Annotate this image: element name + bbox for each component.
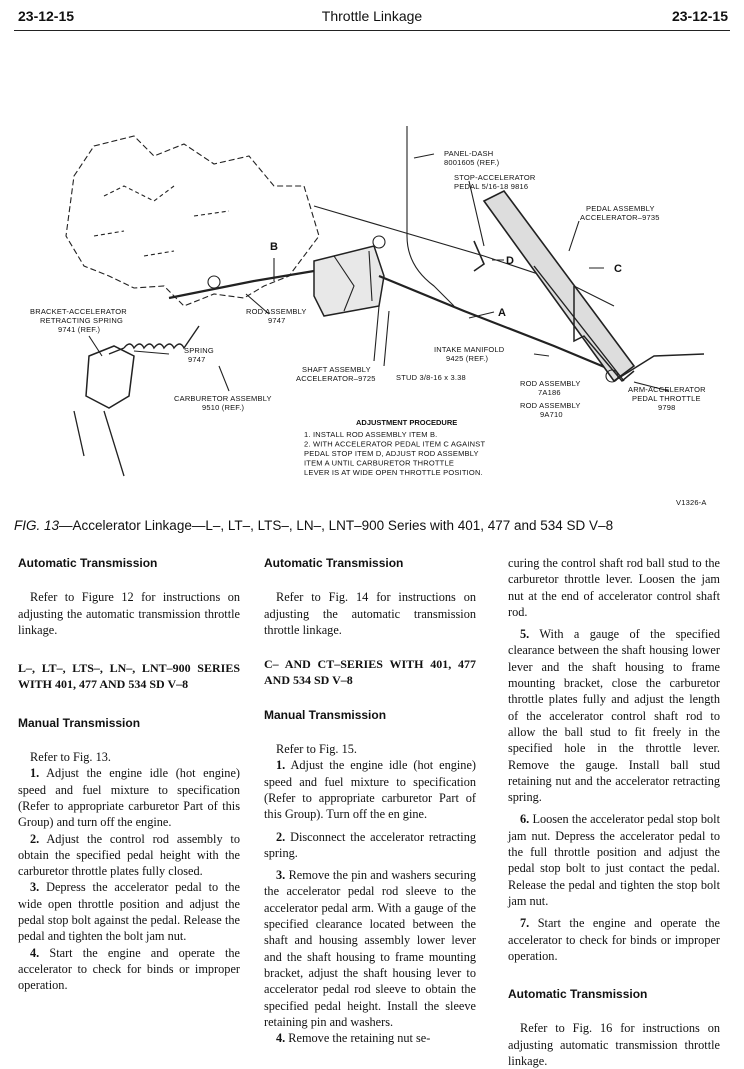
letter-a: A bbox=[498, 307, 506, 319]
label-panel-dash: PANEL-DASH bbox=[444, 149, 494, 158]
col2-step-1 bbox=[264, 757, 476, 822]
col3-step-5 bbox=[508, 626, 720, 805]
linkage-figure bbox=[14, 36, 730, 514]
col1-step-3 bbox=[18, 879, 240, 944]
column-1 bbox=[18, 555, 240, 994]
adjustment-line: ITEM A UNTIL CARBURETOR THROTTLE bbox=[304, 458, 455, 468]
label-arm-2: PEDAL THROTTLE bbox=[632, 394, 701, 403]
col1-step-1 bbox=[18, 765, 240, 830]
label-rod-2: ROD ASSEMBLY bbox=[520, 379, 581, 388]
page-title: Throttle Linkage bbox=[321, 8, 423, 24]
label-bracket-3: 9741 (REF.) bbox=[58, 325, 101, 334]
col2-step-1-num: 1. bbox=[276, 758, 286, 773]
col2-para-1: Refer to Fig. 14 for instructions on adjusting the automatic transmission throttle linkage. bbox=[264, 590, 476, 637]
label-bracket-2: RETRACTING SPRING bbox=[40, 316, 123, 325]
col2-step-3 bbox=[264, 867, 476, 1030]
adjustment-line: LEVER IS AT WIDE OPEN THROTTLE POSITION. bbox=[304, 468, 483, 477]
label-bracket: BRACKET-ACCELERATOR bbox=[30, 307, 127, 316]
col2-step-4-num: 4. bbox=[276, 1031, 286, 1046]
letter-d: D bbox=[506, 255, 514, 267]
adjustment-line: 1. INSTALL ROD ASSEMBLY ITEM B. bbox=[304, 430, 438, 439]
col1-step-2 bbox=[18, 831, 240, 880]
label-rod-assembly-num: 9747 bbox=[268, 316, 286, 325]
col2-step-4 bbox=[264, 1030, 476, 1046]
label-rod-3: ROD ASSEMBLY bbox=[520, 401, 581, 410]
col1-step-3-text: Depress the accelerator pedal to the wide open throttle position and adjust the pedal stop bolt against the pedal. Release the pedal and tighten the bolt jam nut. bbox=[18, 880, 240, 944]
col2-heading-auto: Automatic Transmission bbox=[264, 556, 404, 570]
linkage-diagram bbox=[14, 36, 730, 514]
col1-step-2-num: 2. bbox=[30, 831, 40, 846]
engine-outline bbox=[66, 136, 319, 306]
shaft-assembly bbox=[314, 246, 384, 316]
label-intake-num: 9425 (REF.) bbox=[446, 354, 489, 363]
label-panel-dash-num: 8001605 (REF.) bbox=[444, 158, 500, 167]
figure-caption bbox=[14, 518, 730, 533]
col1-heading-series: L–, LT–, LTS–, LN–, LNT–900 SERIES WITH 401, 477 AND 534 SD V–8 bbox=[18, 661, 240, 692]
col1-step-4 bbox=[18, 945, 240, 994]
adjustment-lines bbox=[304, 430, 485, 477]
column-2 bbox=[264, 555, 476, 1046]
col3-para-0: curing the control shaft rod ball stud to the carburetor throttle lever. Loosen the jam nut at the end of accelerator control shaft rod. bbox=[508, 556, 720, 619]
label-pedal-assembly: PEDAL ASSEMBLY bbox=[586, 204, 655, 213]
col2-para-2: Refer to Fig. 15. bbox=[276, 742, 357, 757]
col1-para-2: Refer to Fig. 13. bbox=[30, 750, 111, 765]
col2-step-3-num: 3. bbox=[276, 868, 286, 883]
label-shaft-num: ACCELERATOR–9725 bbox=[296, 374, 376, 383]
page-number-right: 23-12-15 bbox=[671, 8, 728, 24]
label-carb: CARBURETOR ASSEMBLY bbox=[174, 394, 272, 403]
col3-step-6 bbox=[508, 811, 720, 909]
col2-step-4-text: Remove the retaining nut se- bbox=[285, 1031, 431, 1046]
col2-step-2-text: Disconnect the accelerator retracting spring. bbox=[264, 829, 476, 860]
col1-heading-auto: Automatic Transmission bbox=[18, 556, 158, 570]
col3-step-6-num: 6. bbox=[520, 812, 530, 827]
label-stop-accelerator: STOP-ACCELERATOR bbox=[454, 173, 536, 182]
label-rod-3-num: 9A710 bbox=[540, 410, 563, 419]
letter-c: C bbox=[614, 263, 622, 275]
col3-step-7-num: 7. bbox=[520, 916, 530, 931]
col1-step-4-num: 4. bbox=[30, 945, 40, 960]
col3-para-1: Refer to Fig. 16 for instructions on adjusting automatic transmission throttle linkage. bbox=[508, 1021, 720, 1069]
col1-para-1: Refer to Figure 12 for instructions on adjusting the automatic transmission throttle linkage. bbox=[18, 590, 240, 637]
col2-step-3-text: Remove the pin and washers securing the accelerator pedal rod sleeve to the accelerator pedal arm. With a gauge of the specified clearance located between the shaft and housing assembly lower lever and the shaft housing to frame mounting bracket, adjust the shaft housing lever to accelerator pedal rod sleeve to obtain the specified pedal height. Install the sleeve retaining pin and washers. bbox=[264, 868, 476, 1029]
figure-id: V1326-A bbox=[676, 498, 707, 507]
adjustment-line: 2. WITH ACCELERATOR PEDAL ITEM C AGAINST bbox=[304, 439, 486, 449]
col1-step-2-text: Adjust the control rod assembly to obtain the specified pedal height with the carburetor throttle plates fully closed. bbox=[18, 831, 240, 879]
col1-step-1-num: 1. bbox=[30, 766, 40, 781]
col3-heading-auto: Automatic Transmission bbox=[508, 987, 648, 1002]
adjustment-line: PEDAL STOP ITEM D, ADJUST ROD ASSEMBLY bbox=[304, 449, 479, 458]
label-spring: SPRING bbox=[184, 346, 214, 355]
label-stop-accelerator-num: PEDAL 5/16-18 9816 bbox=[454, 182, 529, 191]
col2-step-2 bbox=[264, 829, 476, 862]
label-shaft: SHAFT ASSEMBLY bbox=[302, 365, 371, 374]
col3-step-5-num: 5. bbox=[520, 627, 530, 642]
label-rod-2-num: 7A186 bbox=[538, 388, 561, 397]
col3-step-5-text: With a gauge of the specified clearance between the shaft housing lower lever and the shaft housing to frame mounting bracket, close the carburetor throttle plates fully and adjust the length of the accelerator control shaft rod to allow the ball stud to fit freely in the specified hole in the throttle lever. Remove the gauge. Install ball stud retaining nut and the accelerator retracting spring. bbox=[508, 627, 720, 805]
caption-fig: FIG. 13 bbox=[14, 518, 60, 533]
header-rule bbox=[14, 30, 730, 31]
label-arm-num: 9798 bbox=[658, 403, 676, 412]
carburetor bbox=[86, 346, 134, 408]
adjustment-title: ADJUSTMENT PROCEDURE bbox=[356, 418, 458, 427]
col1-step-4-text: Start the engine and operate the accelerator to check for binds or improper operation. bbox=[18, 945, 240, 993]
col2-heading-series: C– AND CT–SERIES WITH 401, 477 AND 534 SD V–8 bbox=[264, 657, 476, 688]
label-carb-num: 9510 (REF.) bbox=[202, 403, 245, 412]
col1-step-1-text: Adjust the engine idle (hot engine) speed and fuel mixture to specification (Refer to appropriate carburetor Part of this Group) and turn off the engine. bbox=[18, 766, 240, 830]
label-spring-num: 9747 bbox=[188, 355, 206, 364]
col3-step-6-text: Loosen the accelerator pedal stop bolt jam nut. Depress the accelerator pedal to the full throttle position and adjust the pedal stop bolt to just contact the pedal. Release the pedal and tighten the stop bolt jam nut. bbox=[508, 812, 720, 908]
label-intake: INTAKE MANIFOLD bbox=[434, 345, 505, 354]
col1-heading-manual: Manual Transmission bbox=[18, 715, 141, 730]
letter-b: B bbox=[270, 241, 278, 253]
label-stud: STUD 3/8-16 x 3.38 bbox=[396, 373, 466, 382]
col2-heading-manual: Manual Transmission bbox=[264, 707, 387, 722]
label-arm: ARM-ACCELERATOR bbox=[628, 385, 706, 394]
label-pedal-assembly-num: ACCELERATOR–9735 bbox=[580, 213, 660, 222]
col3-step-7-text: Start the engine and operate the accelerator to check for binds or improper operation. bbox=[508, 916, 720, 963]
label-rod-assembly: ROD ASSEMBLY bbox=[246, 307, 307, 316]
column-3 bbox=[508, 555, 720, 1069]
col1-step-3-num: 3. bbox=[30, 880, 40, 895]
page-number-left: 23-12-15 bbox=[18, 8, 75, 24]
col3-step-7 bbox=[508, 915, 720, 964]
col2-step-2-num: 2. bbox=[276, 829, 286, 844]
caption-text: —Accelerator Linkage—L–, LT–, LTS–, LN–, LNT–900 Series with 401, 477 and 534 SD V–8 bbox=[59, 518, 614, 533]
col2-step-1-text: Adjust the engine idle (hot engine) speed and fuel mixture to specification (Refer to appropriate carburetor Part of this Group). Turn off the en gine. bbox=[264, 758, 476, 822]
